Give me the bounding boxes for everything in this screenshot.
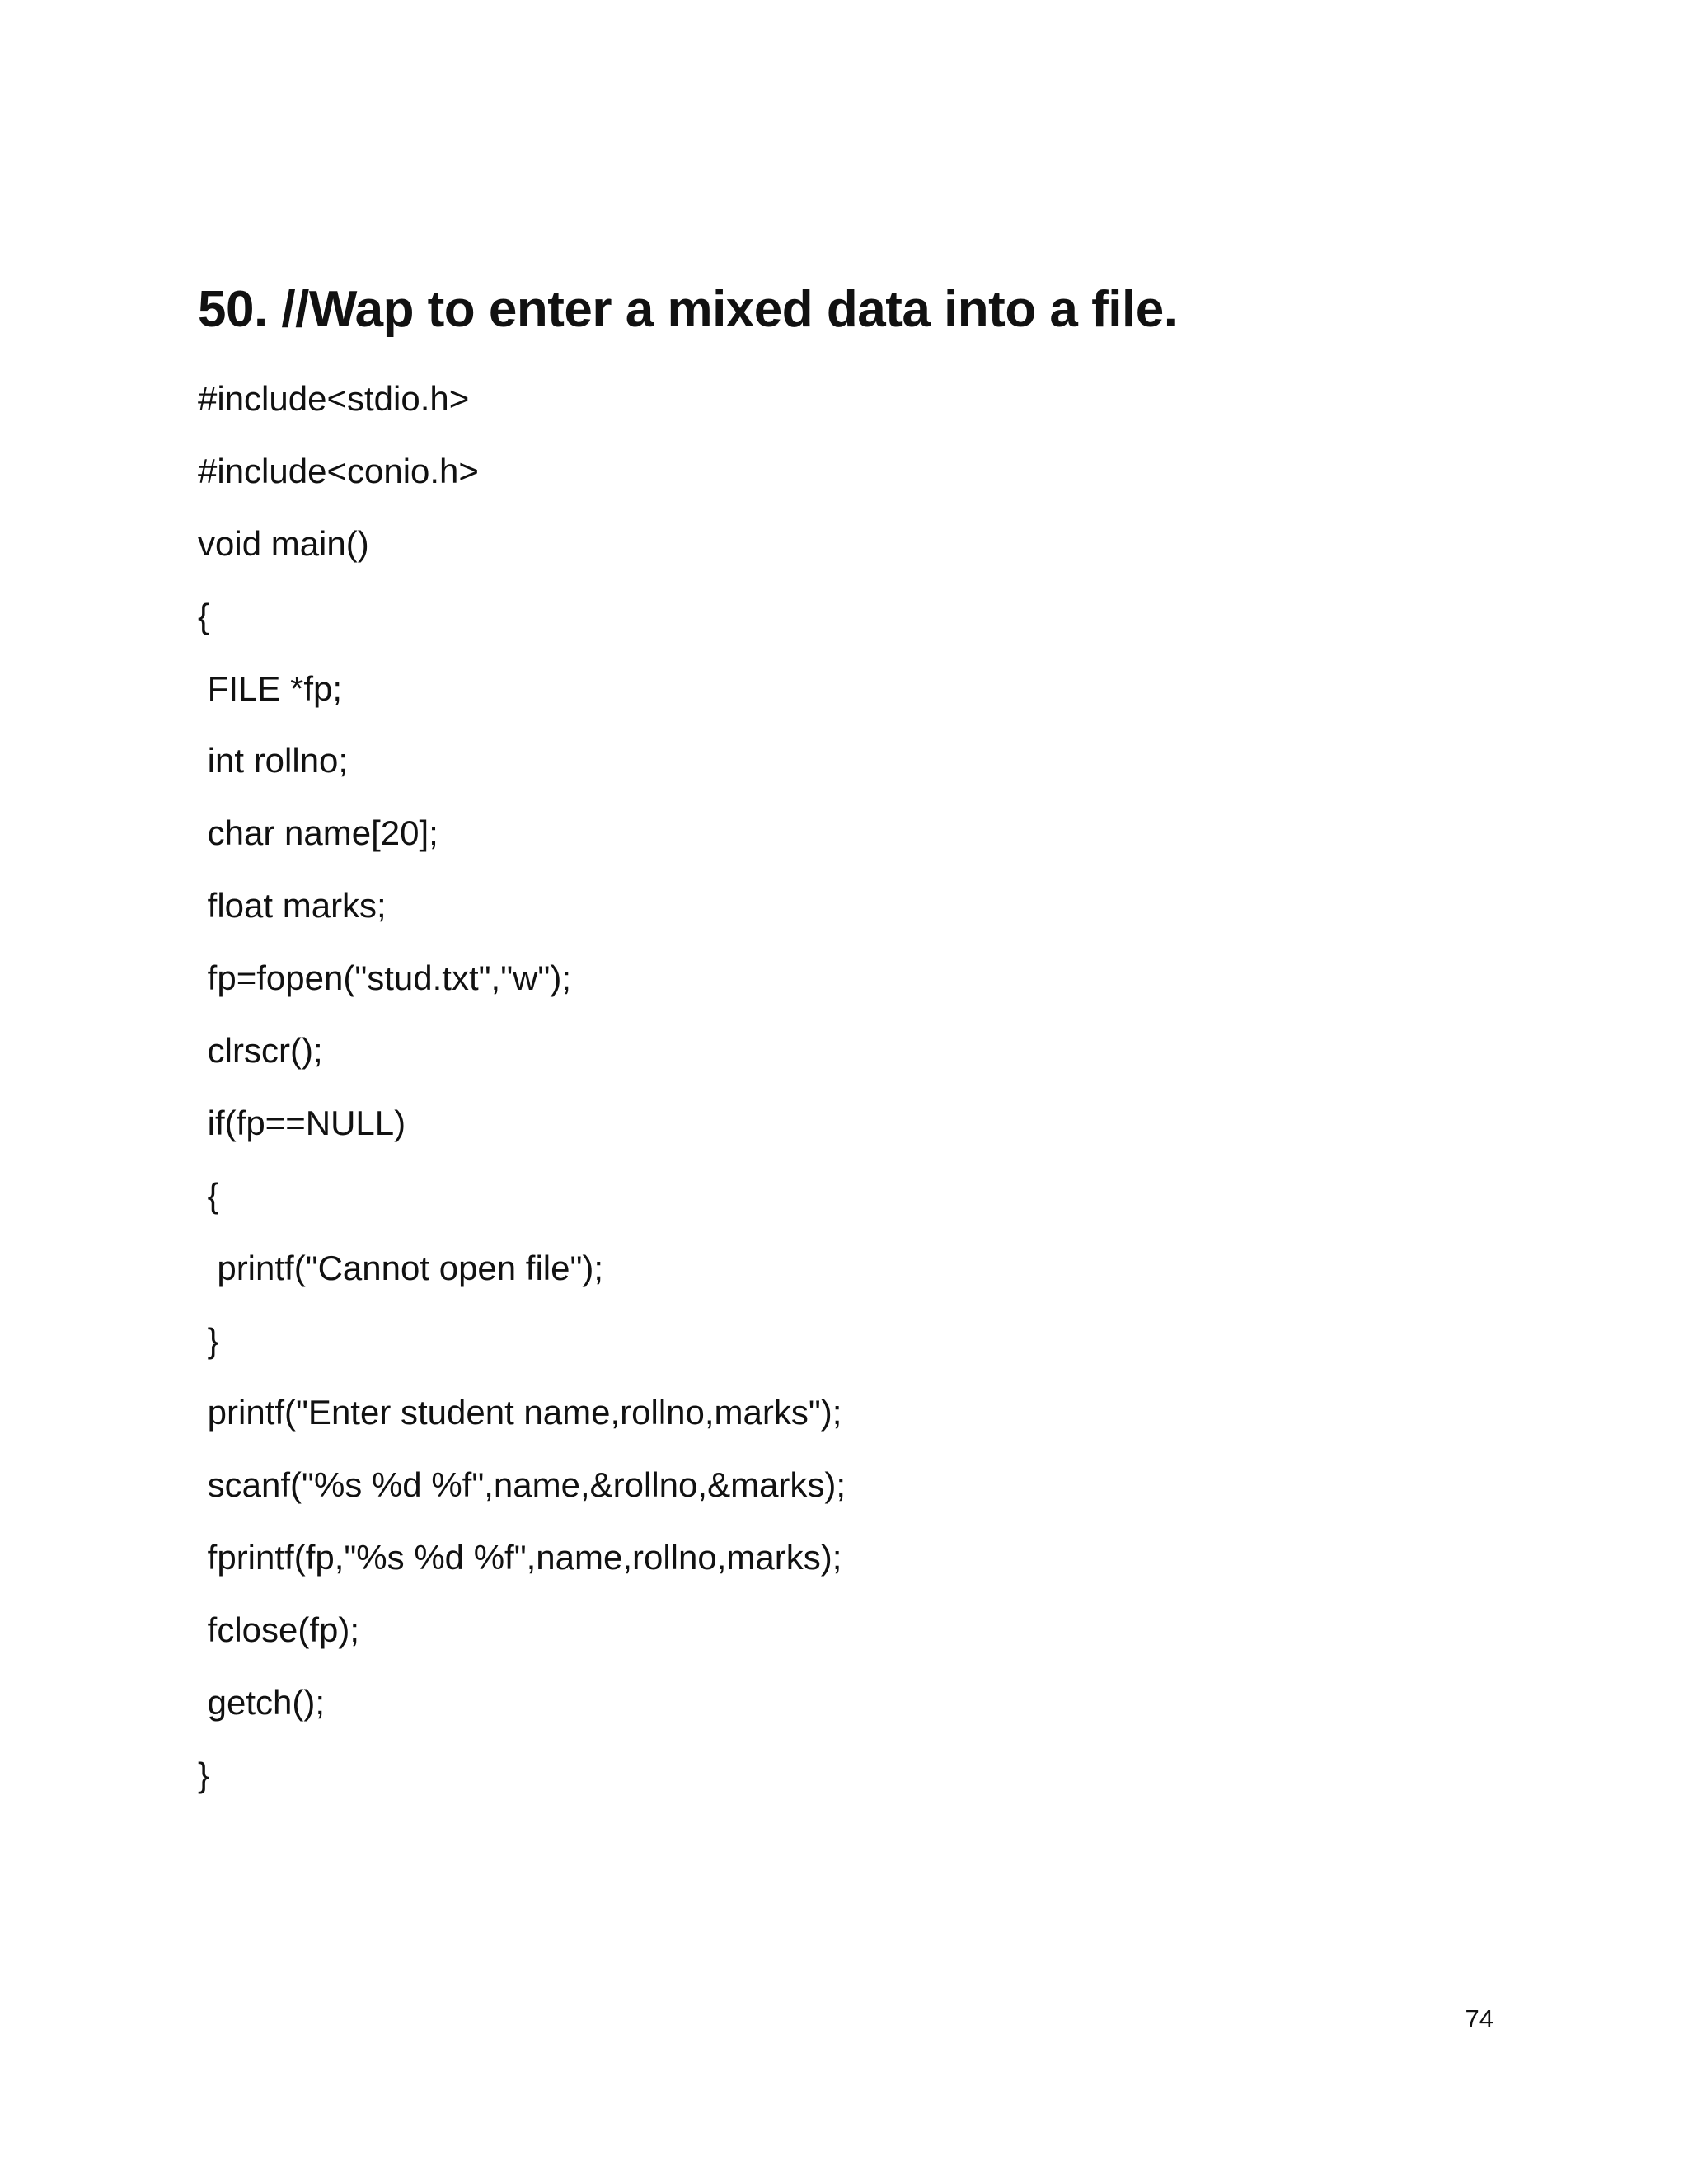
code-line: fclose(fp); [198, 1610, 360, 1650]
page-title: 50. //Wap to enter a mixed data into a file. [198, 281, 1178, 338]
code-line: if(fp==NULL) [198, 1103, 406, 1142]
code-line: } [198, 1755, 210, 1794]
code-line: scanf("%s %d %f",name,&rollno,&marks); [198, 1465, 846, 1505]
code-line: printf("Enter student name,rollno,marks"); [198, 1393, 842, 1432]
code-line: char name[20]; [198, 813, 438, 853]
code-line: #include<stdio.h> [198, 379, 470, 418]
code-line: getch(); [198, 1683, 326, 1722]
code-line: #include<conio.h> [198, 451, 479, 490]
code-line: FILE *fp; [198, 668, 343, 708]
code-line: fp=fopen("stud.txt","w"); [198, 958, 571, 998]
code-line: fprintf(fp,"%s %d %f",name,rollno,marks); [198, 1538, 842, 1577]
code-line: clrscr(); [198, 1031, 323, 1071]
page-number: 74 [1465, 2004, 1493, 2033]
code-line: { [198, 1175, 219, 1215]
code-line: float marks; [198, 886, 387, 926]
code-listing [198, 373, 846, 1821]
code-line: int rollno; [198, 741, 349, 780]
code-line: void main() [198, 523, 369, 563]
code-line: printf("Cannot open file"); [198, 1248, 604, 1287]
code-line: } [198, 1320, 219, 1360]
code-line: { [198, 596, 210, 635]
